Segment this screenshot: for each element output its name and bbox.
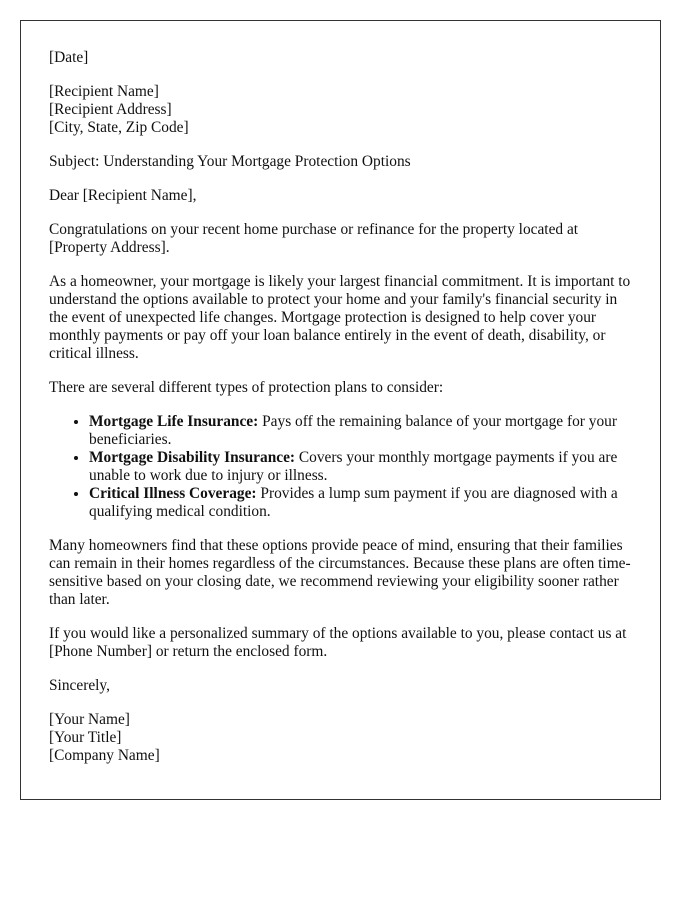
- sender-company: [Company Name]: [49, 747, 160, 764]
- signoff: Sincerely,: [49, 677, 110, 694]
- options-list: [49, 413, 632, 521]
- letter: [20, 20, 661, 800]
- salutation: Dear [Recipient Name],: [49, 187, 197, 204]
- intro-paragraph: Congratulations on your recent home purchase or refinance for the property located at [Property Address].: [49, 221, 579, 256]
- subject-line: Subject: Understanding Your Mortgage Protection Options: [49, 153, 411, 170]
- list-item: [89, 485, 632, 521]
- list-item: [89, 449, 632, 485]
- sender-name: [Your Name]: [49, 711, 130, 728]
- option-text: Covers your monthly mortgage payments if you are unable to work due to injury or illness.: [89, 449, 618, 484]
- option-title: Mortgage Disability Insurance:: [89, 449, 296, 466]
- recipient-address: [Recipient Address]: [49, 101, 172, 118]
- option-text: Provides a lump sum payment if you are diagnosed with a qualifying medical condition.: [89, 485, 618, 520]
- contact-paragraph: If you would like a personalized summary of the options available to you, please contact us at [Phone Number] or return the enclosed form.: [49, 625, 627, 660]
- recipient-block: [49, 83, 632, 137]
- option-text: Pays off the remaining balance of your mortgage for your beneficiaries.: [89, 413, 617, 448]
- options-intro: There are several different types of protection plans to consider:: [49, 379, 444, 396]
- option-title: Critical Illness Coverage:: [89, 485, 257, 502]
- sender-title: [Your Title]: [49, 729, 122, 746]
- recipient-city: [City, State, Zip Code]: [49, 119, 189, 136]
- date: [Date]: [49, 49, 89, 66]
- closing-paragraph: Many homeowners find that these options provide peace of mind, ensuring that their families can remain in their homes regardless of the circumstances. Because these plans are often time-sensitive based on your closing date, we recommend reviewing your eligibility sooner rather than later.: [49, 537, 631, 608]
- body-paragraph: As a homeowner, your mortgage is likely your largest financial commitment. It is important to understand the options available to protect your home and your family's financial security in the event of unexpected life changes. Mortgage protection is designed to help cover your monthly payments or pay off your loan balance entirely in the event of death, disability, or critical illness.: [49, 273, 631, 362]
- sender-block: [49, 711, 632, 765]
- option-title: Mortgage Life Insurance:: [89, 413, 259, 430]
- list-item: [89, 413, 632, 449]
- recipient-name: [Recipient Name]: [49, 83, 159, 100]
